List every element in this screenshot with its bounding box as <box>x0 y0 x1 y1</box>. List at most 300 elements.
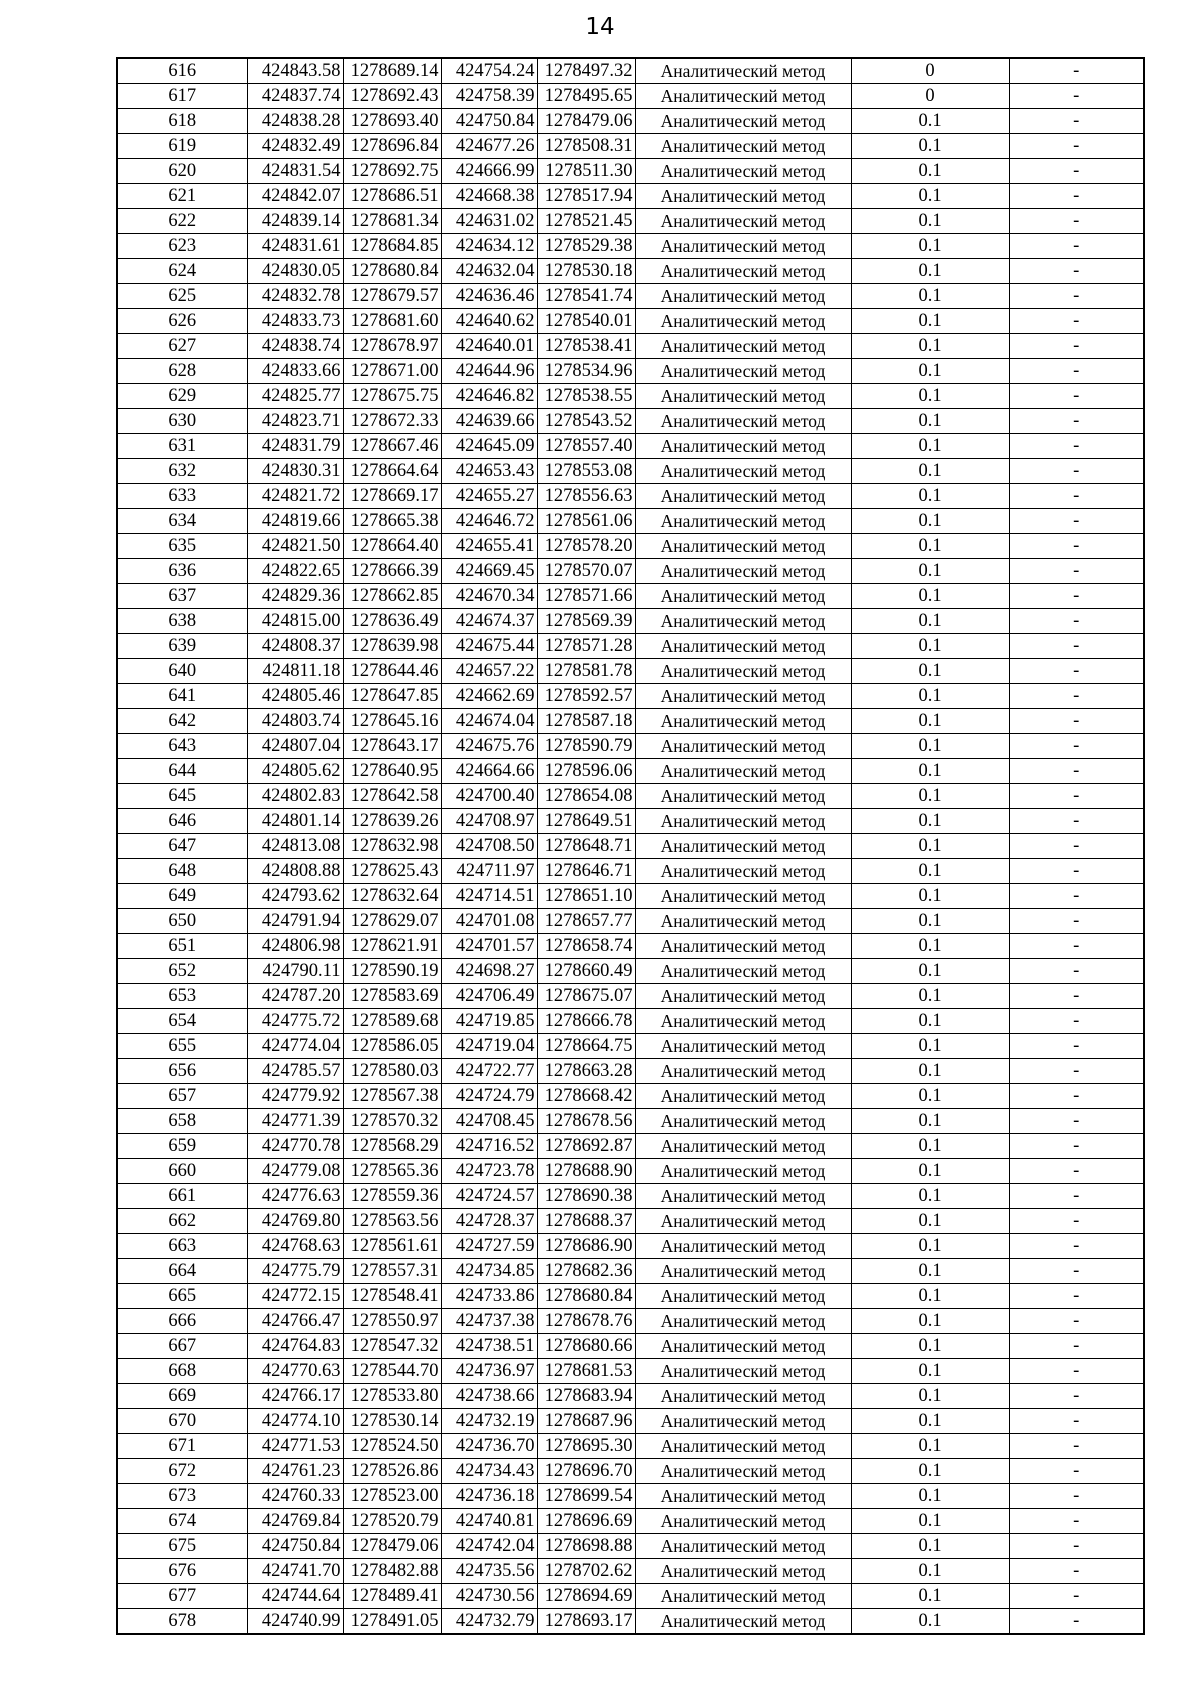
table-row <box>117 1084 1144 1109</box>
x2-cell: 424645.09 <box>441 434 537 459</box>
y1-cell: 1278565.36 <box>343 1159 441 1184</box>
note-cell: - <box>1009 1009 1144 1034</box>
y1-cell: 1278639.98 <box>343 634 441 659</box>
note-cell: - <box>1009 434 1144 459</box>
note-cell: - <box>1009 334 1144 359</box>
table-row <box>117 659 1144 684</box>
x2-cell: 424701.08 <box>441 909 537 934</box>
method-cell: Аналитический метод <box>635 334 851 359</box>
y2-cell: 1278660.49 <box>537 959 635 984</box>
x2-cell: 424675.44 <box>441 634 537 659</box>
y2-cell: 1278681.53 <box>537 1359 635 1384</box>
note-cell: - <box>1009 209 1144 234</box>
y1-cell: 1278647.85 <box>343 684 441 709</box>
x1-cell: 424806.98 <box>247 934 343 959</box>
table-row <box>117 1409 1144 1434</box>
y1-cell: 1278693.40 <box>343 109 441 134</box>
accuracy-cell: 0.1 <box>851 909 1009 934</box>
y2-cell: 1278556.63 <box>537 484 635 509</box>
method-cell: Аналитический метод <box>635 184 851 209</box>
point-number-cell: 650 <box>117 909 247 934</box>
y1-cell: 1278489.41 <box>343 1584 441 1609</box>
point-number-cell: 664 <box>117 1259 247 1284</box>
method-cell: Аналитический метод <box>635 959 851 984</box>
table-row <box>117 484 1144 509</box>
x2-cell: 424653.43 <box>441 459 537 484</box>
point-number-cell: 619 <box>117 134 247 159</box>
point-number-cell: 671 <box>117 1434 247 1459</box>
note-cell: - <box>1009 1609 1144 1635</box>
x2-cell: 424738.66 <box>441 1384 537 1409</box>
y2-cell: 1278571.66 <box>537 584 635 609</box>
y1-cell: 1278665.38 <box>343 509 441 534</box>
x2-cell: 424657.22 <box>441 659 537 684</box>
note-cell: - <box>1009 1484 1144 1509</box>
y1-cell: 1278632.64 <box>343 884 441 909</box>
method-cell: Аналитический метод <box>635 634 851 659</box>
table-row <box>117 1134 1144 1159</box>
accuracy-cell: 0.1 <box>851 1584 1009 1609</box>
method-cell: Аналитический метод <box>635 984 851 1009</box>
y2-cell: 1278646.71 <box>537 859 635 884</box>
x1-cell: 424760.33 <box>247 1484 343 1509</box>
x1-cell: 424741.70 <box>247 1559 343 1584</box>
method-cell: Аналитический метод <box>635 1034 851 1059</box>
x2-cell: 424708.97 <box>441 809 537 834</box>
x2-cell: 424722.77 <box>441 1059 537 1084</box>
y1-cell: 1278570.32 <box>343 1109 441 1134</box>
note-cell: - <box>1009 1234 1144 1259</box>
method-cell: Аналитический метод <box>635 1409 851 1434</box>
method-cell: Аналитический метод <box>635 159 851 184</box>
note-cell: - <box>1009 234 1144 259</box>
note-cell: - <box>1009 1159 1144 1184</box>
y2-cell: 1278696.69 <box>537 1509 635 1534</box>
y2-cell: 1278495.65 <box>537 84 635 109</box>
y1-cell: 1278639.26 <box>343 809 441 834</box>
table-row <box>117 1284 1144 1309</box>
y1-cell: 1278678.97 <box>343 334 441 359</box>
accuracy-cell: 0.1 <box>851 1134 1009 1159</box>
note-cell: - <box>1009 359 1144 384</box>
point-number-cell: 626 <box>117 309 247 334</box>
table-row <box>117 1234 1144 1259</box>
accuracy-cell: 0.1 <box>851 334 1009 359</box>
point-number-cell: 628 <box>117 359 247 384</box>
x1-cell: 424837.74 <box>247 84 343 109</box>
x1-cell: 424832.49 <box>247 134 343 159</box>
note-cell: - <box>1009 884 1144 909</box>
table-row <box>117 459 1144 484</box>
point-number-cell: 616 <box>117 58 247 84</box>
y2-cell: 1278534.96 <box>537 359 635 384</box>
note-cell: - <box>1009 1409 1144 1434</box>
y1-cell: 1278696.84 <box>343 134 441 159</box>
x1-cell: 424766.47 <box>247 1309 343 1334</box>
method-cell: Аналитический метод <box>635 1209 851 1234</box>
method-cell: Аналитический метод <box>635 434 851 459</box>
table-row <box>117 709 1144 734</box>
x1-cell: 424775.79 <box>247 1259 343 1284</box>
y1-cell: 1278563.56 <box>343 1209 441 1234</box>
method-cell: Аналитический метод <box>635 1109 851 1134</box>
accuracy-cell: 0.1 <box>851 934 1009 959</box>
x2-cell: 424655.27 <box>441 484 537 509</box>
note-cell: - <box>1009 1509 1144 1534</box>
note-cell: - <box>1009 534 1144 559</box>
x1-cell: 424822.65 <box>247 559 343 584</box>
x1-cell: 424771.39 <box>247 1109 343 1134</box>
y1-cell: 1278491.05 <box>343 1609 441 1635</box>
x2-cell: 424732.79 <box>441 1609 537 1635</box>
x2-cell: 424698.27 <box>441 959 537 984</box>
note-cell: - <box>1009 1534 1144 1559</box>
x1-cell: 424830.31 <box>247 459 343 484</box>
y1-cell: 1278686.51 <box>343 184 441 209</box>
x2-cell: 424758.39 <box>441 84 537 109</box>
x2-cell: 424740.81 <box>441 1509 537 1534</box>
y2-cell: 1278687.96 <box>537 1409 635 1434</box>
table-row <box>117 934 1144 959</box>
y1-cell: 1278681.34 <box>343 209 441 234</box>
point-number-cell: 676 <box>117 1559 247 1584</box>
point-number-cell: 672 <box>117 1459 247 1484</box>
x1-cell: 424802.83 <box>247 784 343 809</box>
x2-cell: 424700.40 <box>441 784 537 809</box>
y2-cell: 1278702.62 <box>537 1559 635 1584</box>
y2-cell: 1278683.94 <box>537 1384 635 1409</box>
note-cell: - <box>1009 1084 1144 1109</box>
table-row <box>117 609 1144 634</box>
point-number-cell: 633 <box>117 484 247 509</box>
x1-cell: 424774.04 <box>247 1034 343 1059</box>
note-cell: - <box>1009 1109 1144 1134</box>
y2-cell: 1278654.08 <box>537 784 635 809</box>
table-body <box>117 58 1144 1634</box>
point-number-cell: 649 <box>117 884 247 909</box>
accuracy-cell: 0.1 <box>851 1209 1009 1234</box>
accuracy-cell: 0.1 <box>851 1434 1009 1459</box>
table-row <box>117 259 1144 284</box>
accuracy-cell: 0.1 <box>851 709 1009 734</box>
x2-cell: 424727.59 <box>441 1234 537 1259</box>
x2-cell: 424708.50 <box>441 834 537 859</box>
point-number-cell: 677 <box>117 1584 247 1609</box>
accuracy-cell: 0.1 <box>851 209 1009 234</box>
method-cell: Аналитический метод <box>635 559 851 584</box>
x2-cell: 424674.04 <box>441 709 537 734</box>
note-cell: - <box>1009 984 1144 1009</box>
y2-cell: 1278658.74 <box>537 934 635 959</box>
y2-cell: 1278692.87 <box>537 1134 635 1159</box>
x2-cell: 424734.85 <box>441 1259 537 1284</box>
method-cell: Аналитический метод <box>635 759 851 784</box>
x2-cell: 424736.97 <box>441 1359 537 1384</box>
y2-cell: 1278590.79 <box>537 734 635 759</box>
table-row <box>117 184 1144 209</box>
x1-cell: 424768.63 <box>247 1234 343 1259</box>
accuracy-cell: 0.1 <box>851 1334 1009 1359</box>
point-number-cell: 675 <box>117 1534 247 1559</box>
accuracy-cell: 0 <box>851 58 1009 84</box>
method-cell: Аналитический метод <box>635 884 851 909</box>
y2-cell: 1278696.70 <box>537 1459 635 1484</box>
table-row <box>117 1059 1144 1084</box>
x2-cell: 424754.24 <box>441 58 537 84</box>
x2-cell: 424634.12 <box>441 234 537 259</box>
y2-cell: 1278680.84 <box>537 1284 635 1309</box>
method-cell: Аналитический метод <box>635 84 851 109</box>
y1-cell: 1278580.03 <box>343 1059 441 1084</box>
method-cell: Аналитический метод <box>635 609 851 634</box>
x2-cell: 424728.37 <box>441 1209 537 1234</box>
method-cell: Аналитический метод <box>635 259 851 284</box>
note-cell: - <box>1009 1184 1144 1209</box>
table-row <box>117 234 1144 259</box>
y2-cell: 1278686.90 <box>537 1234 635 1259</box>
y2-cell: 1278698.88 <box>537 1534 635 1559</box>
y1-cell: 1278684.85 <box>343 234 441 259</box>
table-row <box>117 834 1144 859</box>
method-cell: Аналитический метод <box>635 1459 851 1484</box>
table-row <box>117 734 1144 759</box>
accuracy-cell: 0.1 <box>851 759 1009 784</box>
x2-cell: 424719.04 <box>441 1034 537 1059</box>
accuracy-cell: 0.1 <box>851 884 1009 909</box>
y1-cell: 1278547.32 <box>343 1334 441 1359</box>
point-number-cell: 648 <box>117 859 247 884</box>
y2-cell: 1278569.39 <box>537 609 635 634</box>
note-cell: - <box>1009 409 1144 434</box>
note-cell: - <box>1009 459 1144 484</box>
table-row <box>117 1334 1144 1359</box>
point-number-cell: 657 <box>117 1084 247 1109</box>
x1-cell: 424805.46 <box>247 684 343 709</box>
y2-cell: 1278666.78 <box>537 1009 635 1034</box>
x1-cell: 424769.80 <box>247 1209 343 1234</box>
method-cell: Аналитический метод <box>635 1359 851 1384</box>
table-row <box>117 1484 1144 1509</box>
point-number-cell: 668 <box>117 1359 247 1384</box>
method-cell: Аналитический метод <box>635 359 851 384</box>
y1-cell: 1278586.05 <box>343 1034 441 1059</box>
table-row <box>117 984 1144 1009</box>
x2-cell: 424708.45 <box>441 1109 537 1134</box>
x2-cell: 424655.41 <box>441 534 537 559</box>
y2-cell: 1278678.56 <box>537 1109 635 1134</box>
method-cell: Аналитический метод <box>635 1559 851 1584</box>
method-cell: Аналитический метод <box>635 1434 851 1459</box>
x1-cell: 424830.05 <box>247 259 343 284</box>
x2-cell: 424639.66 <box>441 409 537 434</box>
accuracy-cell: 0.1 <box>851 1034 1009 1059</box>
note-cell: - <box>1009 259 1144 284</box>
note-cell: - <box>1009 834 1144 859</box>
accuracy-cell: 0.1 <box>851 259 1009 284</box>
y2-cell: 1278540.01 <box>537 309 635 334</box>
x2-cell: 424631.02 <box>441 209 537 234</box>
table-row <box>117 1534 1144 1559</box>
method-cell: Аналитический метод <box>635 534 851 559</box>
point-number-cell: 640 <box>117 659 247 684</box>
table-row <box>117 1559 1144 1584</box>
x2-cell: 424742.04 <box>441 1534 537 1559</box>
y1-cell: 1278666.39 <box>343 559 441 584</box>
x1-cell: 424811.18 <box>247 659 343 684</box>
method-cell: Аналитический метод <box>635 584 851 609</box>
point-number-cell: 674 <box>117 1509 247 1534</box>
note-cell: - <box>1009 1134 1144 1159</box>
point-number-cell: 630 <box>117 409 247 434</box>
x2-cell: 424646.82 <box>441 384 537 409</box>
method-cell: Аналитический метод <box>635 684 851 709</box>
y1-cell: 1278681.60 <box>343 309 441 334</box>
method-cell: Аналитический метод <box>635 1284 851 1309</box>
y2-cell: 1278538.41 <box>537 334 635 359</box>
x1-cell: 424769.84 <box>247 1509 343 1534</box>
accuracy-cell: 0.1 <box>851 184 1009 209</box>
x2-cell: 424734.43 <box>441 1459 537 1484</box>
table-row <box>117 1584 1144 1609</box>
y2-cell: 1278657.77 <box>537 909 635 934</box>
point-number-cell: 625 <box>117 284 247 309</box>
table-row <box>117 284 1144 309</box>
method-cell: Аналитический метод <box>635 409 851 434</box>
x2-cell: 424701.57 <box>441 934 537 959</box>
x1-cell: 424805.62 <box>247 759 343 784</box>
accuracy-cell: 0.1 <box>851 559 1009 584</box>
y1-cell: 1278662.85 <box>343 584 441 609</box>
y1-cell: 1278567.38 <box>343 1084 441 1109</box>
y2-cell: 1278571.28 <box>537 634 635 659</box>
x2-cell: 424711.97 <box>441 859 537 884</box>
x2-cell: 424636.46 <box>441 284 537 309</box>
accuracy-cell: 0.1 <box>851 634 1009 659</box>
table-row <box>117 759 1144 784</box>
y1-cell: 1278550.97 <box>343 1309 441 1334</box>
accuracy-cell: 0.1 <box>851 1109 1009 1134</box>
point-number-cell: 638 <box>117 609 247 634</box>
y2-cell: 1278699.54 <box>537 1484 635 1509</box>
point-number-cell: 620 <box>117 159 247 184</box>
x2-cell: 424736.18 <box>441 1484 537 1509</box>
method-cell: Аналитический метод <box>635 484 851 509</box>
note-cell: - <box>1009 84 1144 109</box>
x1-cell: 424839.14 <box>247 209 343 234</box>
y1-cell: 1278636.49 <box>343 609 441 634</box>
note-cell: - <box>1009 1584 1144 1609</box>
accuracy-cell: 0.1 <box>851 359 1009 384</box>
y1-cell: 1278664.40 <box>343 534 441 559</box>
table-row <box>117 1009 1144 1034</box>
table-row <box>117 884 1144 909</box>
note-cell: - <box>1009 1259 1144 1284</box>
accuracy-cell: 0.1 <box>851 1559 1009 1584</box>
method-cell: Аналитический метод <box>635 1384 851 1409</box>
y2-cell: 1278663.28 <box>537 1059 635 1084</box>
note-cell: - <box>1009 1334 1144 1359</box>
y2-cell: 1278553.08 <box>537 459 635 484</box>
x1-cell: 424833.66 <box>247 359 343 384</box>
method-cell: Аналитический метод <box>635 1059 851 1084</box>
x2-cell: 424662.69 <box>441 684 537 709</box>
accuracy-cell: 0.1 <box>851 509 1009 534</box>
x1-cell: 424772.15 <box>247 1284 343 1309</box>
note-cell: - <box>1009 1459 1144 1484</box>
note-cell: - <box>1009 634 1144 659</box>
accuracy-cell: 0.1 <box>851 134 1009 159</box>
point-number-cell: 656 <box>117 1059 247 1084</box>
note-cell: - <box>1009 1059 1144 1084</box>
y1-cell: 1278583.69 <box>343 984 441 1009</box>
x2-cell: 424724.79 <box>441 1084 537 1109</box>
note-cell: - <box>1009 559 1144 584</box>
table-row <box>117 434 1144 459</box>
note-cell: - <box>1009 384 1144 409</box>
point-number-cell: 655 <box>117 1034 247 1059</box>
x1-cell: 424815.00 <box>247 609 343 634</box>
x2-cell: 424640.62 <box>441 309 537 334</box>
x1-cell: 424770.78 <box>247 1134 343 1159</box>
note-cell: - <box>1009 309 1144 334</box>
x1-cell: 424793.62 <box>247 884 343 909</box>
y2-cell: 1278690.38 <box>537 1184 635 1209</box>
y2-cell: 1278511.30 <box>537 159 635 184</box>
y1-cell: 1278675.75 <box>343 384 441 409</box>
accuracy-cell: 0.1 <box>851 809 1009 834</box>
y2-cell: 1278561.06 <box>537 509 635 534</box>
note-cell: - <box>1009 784 1144 809</box>
x1-cell: 424842.07 <box>247 184 343 209</box>
method-cell: Аналитический метод <box>635 784 851 809</box>
x1-cell: 424761.23 <box>247 1459 343 1484</box>
method-cell: Аналитический метод <box>635 1159 851 1184</box>
y2-cell: 1278596.06 <box>537 759 635 784</box>
point-number-cell: 623 <box>117 234 247 259</box>
method-cell: Аналитический метод <box>635 134 851 159</box>
note-cell: - <box>1009 759 1144 784</box>
table-row <box>117 1509 1144 1534</box>
x2-cell: 424674.37 <box>441 609 537 634</box>
note-cell: - <box>1009 484 1144 509</box>
method-cell: Аналитический метод <box>635 58 851 84</box>
y1-cell: 1278479.06 <box>343 1534 441 1559</box>
accuracy-cell: 0.1 <box>851 1409 1009 1434</box>
table-row <box>117 909 1144 934</box>
y1-cell: 1278561.61 <box>343 1234 441 1259</box>
x1-cell: 424838.74 <box>247 334 343 359</box>
table-row <box>117 309 1144 334</box>
x2-cell: 424646.72 <box>441 509 537 534</box>
note-cell: - <box>1009 284 1144 309</box>
x2-cell: 424670.34 <box>441 584 537 609</box>
accuracy-cell: 0.1 <box>851 1009 1009 1034</box>
y1-cell: 1278526.86 <box>343 1459 441 1484</box>
method-cell: Аналитический метод <box>635 1609 851 1635</box>
x1-cell: 424821.72 <box>247 484 343 509</box>
y2-cell: 1278479.06 <box>537 109 635 134</box>
accuracy-cell: 0.1 <box>851 1084 1009 1109</box>
x2-cell: 424675.76 <box>441 734 537 759</box>
point-number-cell: 631 <box>117 434 247 459</box>
table-row <box>117 384 1144 409</box>
y1-cell: 1278669.17 <box>343 484 441 509</box>
point-number-cell: 643 <box>117 734 247 759</box>
table-row <box>117 509 1144 534</box>
note-cell: - <box>1009 1434 1144 1459</box>
accuracy-cell: 0.1 <box>851 1184 1009 1209</box>
x2-cell: 424632.04 <box>441 259 537 284</box>
